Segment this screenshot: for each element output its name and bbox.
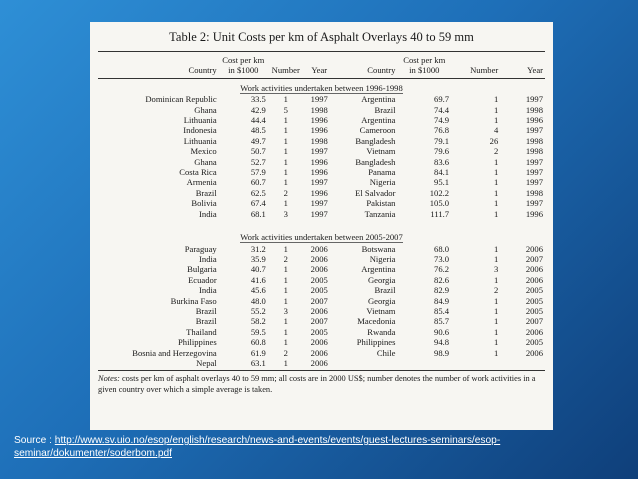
cell-number: 1	[493, 187, 499, 198]
source-label: Source :	[14, 435, 55, 446]
cell-number: 5	[283, 104, 288, 115]
table-row	[98, 348, 545, 358]
cell-country: Mexico	[190, 146, 217, 157]
table-row	[98, 244, 545, 254]
cell-cost: 67.4	[250, 198, 266, 209]
table-row	[98, 327, 545, 337]
table-row	[98, 115, 545, 125]
cell-cost: 68.0	[434, 243, 450, 254]
cell-number: 1	[283, 357, 288, 368]
table-row	[98, 157, 545, 167]
header-number-right: Number	[451, 52, 500, 79]
cell-country: Ecuador	[188, 274, 217, 285]
cell-cost: 59.5	[250, 326, 266, 337]
cell-country: Pakistan	[366, 198, 396, 209]
cell-country: Brazil	[195, 305, 217, 316]
cell-cost: 52.7	[250, 156, 266, 167]
cell-cost: 60.8	[250, 337, 266, 348]
cell-number: 1	[493, 337, 499, 348]
cell-year: 2006	[310, 253, 328, 264]
cell-cost: 57.9	[250, 167, 266, 178]
cell-number: 26	[489, 135, 499, 146]
cell-country: Bulgaria	[187, 264, 217, 275]
cell-cost: 83.6	[434, 156, 450, 167]
cell-country: Nepal	[196, 357, 217, 368]
cell-number: 1	[493, 305, 499, 316]
cell-cost: 74.4	[434, 104, 450, 115]
cell-year: 1997	[525, 94, 543, 105]
cell-number: 2	[283, 187, 288, 198]
cell-country: Vietnam	[366, 146, 396, 157]
cell-cost: 42.9	[250, 104, 266, 115]
cell-number: 4	[493, 125, 499, 136]
cell-year: 2005	[525, 337, 543, 348]
cell-cost: 73.0	[434, 253, 450, 264]
cell-country: Nigeria	[369, 253, 396, 264]
cell-country: Brazil	[195, 316, 217, 327]
table-row	[98, 275, 545, 285]
cell-year: 1996	[525, 115, 543, 126]
cell-number: 1	[283, 326, 288, 337]
cell-number: 1	[283, 295, 288, 306]
cell-cost: 76.8	[434, 125, 450, 136]
cell-number: 2	[493, 285, 499, 296]
cell-cost: 49.7	[250, 135, 266, 146]
cell-number	[451, 358, 500, 368]
cell-country: Indonesia	[183, 125, 217, 136]
cell-cost: 41.6	[250, 274, 266, 285]
cell-year: 2006	[310, 305, 328, 316]
source-citation	[14, 434, 614, 460]
cell-country: Argentina	[361, 264, 396, 275]
cell-year: 2006	[310, 337, 328, 348]
table-row	[98, 209, 545, 219]
cell-country: Paraguay	[184, 243, 217, 254]
cell-cost: 69.7	[434, 94, 450, 105]
table-image-panel	[90, 22, 553, 430]
cell-cost: 82.6	[434, 274, 450, 285]
cell-country: India	[199, 253, 217, 264]
cell-cost: 98.9	[434, 347, 450, 358]
cell-number: 1	[283, 285, 288, 296]
table-row	[98, 254, 545, 264]
cell-number: 1	[283, 146, 288, 157]
table-row	[98, 136, 545, 146]
table-row	[98, 125, 545, 135]
cell-number: 3	[283, 208, 288, 219]
table-row	[98, 358, 545, 368]
cell-cost: 63.1	[250, 357, 266, 368]
cell-number: 2	[493, 146, 499, 157]
table-header-row	[98, 52, 545, 79]
cell-country: Vietnam	[366, 305, 396, 316]
cell-country: Brazil	[195, 187, 217, 198]
cell-cost: 82.9	[434, 285, 450, 296]
cell-country: Botswana	[361, 243, 396, 254]
cell-year: 1996	[310, 187, 328, 198]
cell-cost: 102.2	[429, 187, 450, 198]
cell-country: Cameroon	[359, 125, 396, 136]
table-row	[98, 167, 545, 177]
cell-number: 1	[283, 198, 288, 209]
cell-country: Ghana	[194, 156, 217, 167]
cell-country: Lithuania	[183, 115, 217, 126]
cell-year: 1997	[525, 177, 543, 188]
cell-number: 1	[283, 115, 288, 126]
cell-year: 1998	[525, 104, 543, 115]
cell-country: Tanzania	[364, 208, 396, 219]
cell-number: 1	[283, 177, 288, 188]
cell-country: Dominican Republic	[145, 94, 217, 105]
cell-year: 2007	[525, 316, 543, 327]
cell-number: 1	[283, 125, 288, 136]
cell-year	[500, 358, 545, 368]
header-country-right: Country	[335, 52, 398, 79]
cell-country: Lithuania	[183, 135, 217, 146]
section-heading: Work activities undertaken between 1996-1998	[240, 82, 403, 93]
cell-country: Brazil	[374, 104, 396, 115]
cell-cost	[397, 358, 451, 368]
cell-year: 1997	[525, 156, 543, 167]
cell-country	[335, 358, 398, 368]
cell-country: Bangladesh	[355, 135, 396, 146]
cell-cost: 60.7	[250, 177, 266, 188]
cell-cost: 61.9	[250, 347, 266, 358]
cell-number: 1	[493, 208, 499, 219]
cell-year: 1997	[310, 198, 328, 209]
cell-cost: 79.1	[434, 135, 450, 146]
cell-number: 1	[283, 316, 288, 327]
source-link[interactable]: http://www.sv.uio.no/esop/english/research/news-and-events/events/guest-lectures-seminars/esop-seminar/dokumenter/soderbom.pdf	[14, 435, 501, 459]
cell-country: Bangladesh	[355, 156, 396, 167]
cell-year: 2006	[525, 264, 543, 275]
cell-country: Philippines	[178, 337, 217, 348]
cell-number: 1	[493, 326, 499, 337]
cell-year: 1998	[310, 135, 328, 146]
cell-year: 1996	[310, 125, 328, 136]
cell-number: 3	[283, 305, 288, 316]
table-row	[98, 94, 545, 104]
cell-number: 1	[283, 243, 288, 254]
cell-year: 2006	[525, 274, 543, 285]
header-number-left: Number	[268, 52, 304, 79]
cell-cost: 85.4	[434, 305, 450, 316]
cell-cost: 48.0	[250, 295, 266, 306]
cell-country: Chile	[376, 347, 396, 358]
cell-cost: 74.9	[434, 115, 450, 126]
cell-year: 1997	[310, 94, 328, 105]
cell-number: 1	[493, 156, 499, 167]
cell-country: Argentina	[361, 94, 396, 105]
cell-cost: 40.7	[250, 264, 266, 275]
cell-country: Georgia	[367, 295, 396, 306]
cell-number: 2	[283, 253, 288, 264]
cell-country: Ghana	[194, 104, 217, 115]
cell-year: 2005	[310, 285, 328, 296]
cell-number: 1	[283, 94, 288, 105]
cell-cost: 48.5	[250, 125, 266, 136]
cell-country: India	[199, 208, 217, 219]
cell-year: 1997	[525, 198, 543, 209]
cell-number: 1	[493, 274, 499, 285]
table-title: Table 2: Unit Costs per km of Asphalt Overlays 40 to 59 mm	[169, 30, 474, 44]
table-body	[98, 78, 545, 371]
cell-year: 2006	[310, 264, 328, 275]
cell-number: 1	[493, 198, 499, 209]
cell-cost: 84.9	[434, 295, 450, 306]
cell-year: 2006	[310, 357, 328, 368]
cell-year: 2005	[310, 326, 328, 337]
cell-year: 2005	[525, 305, 543, 316]
cell-cost: 31.2	[250, 243, 266, 254]
table-row	[98, 146, 545, 156]
cell-country: El Salvador	[355, 187, 396, 198]
cell-country: Bosnia and Herzegovina	[132, 347, 217, 358]
cell-year: 1998	[525, 146, 543, 157]
cell-number: 1	[283, 264, 288, 275]
cell-country: Thailand	[186, 326, 217, 337]
cell-country: Argentina	[361, 115, 396, 126]
table-row	[98, 337, 545, 347]
cell-year: 1996	[310, 115, 328, 126]
table-row	[98, 198, 545, 208]
cell-country: Georgia	[367, 274, 396, 285]
cell-cost: 111.7	[430, 208, 450, 219]
cell-cost: 85.7	[434, 316, 450, 327]
cell-year: 1998	[525, 187, 543, 198]
cell-cost: 55.2	[250, 305, 266, 316]
table-notes	[98, 374, 545, 395]
cell-number: 1	[283, 156, 288, 167]
table-row	[98, 285, 545, 295]
cell-year: 2007	[525, 253, 543, 264]
cell-year: 1996	[310, 167, 328, 178]
cell-cost: 33.5	[250, 94, 266, 105]
unit-cost-table	[98, 51, 545, 371]
cell-year: 2006	[525, 243, 543, 254]
cell-year: 2005	[525, 295, 543, 306]
cell-country: India	[199, 285, 217, 296]
cell-number: 1	[283, 135, 288, 146]
cell-country: Panama	[368, 167, 396, 178]
cell-year: 2006	[310, 243, 328, 254]
cell-year: 2006	[525, 347, 543, 358]
cell-year: 2007	[310, 316, 328, 327]
cell-cost: 68.1	[250, 208, 266, 219]
cell-year: 1998	[525, 135, 543, 146]
cell-number: 1	[493, 104, 499, 115]
cell-cost: 79.6	[434, 146, 450, 157]
table-row	[98, 188, 545, 198]
table-row	[98, 316, 545, 326]
cell-country: Macedonia	[357, 316, 396, 327]
cell-year: 1997	[525, 167, 543, 178]
cell-cost: 44.4	[250, 115, 266, 126]
cell-year: 2006	[310, 347, 328, 358]
cell-year: 1997	[525, 125, 543, 136]
cell-year: 1996	[310, 156, 328, 167]
section-heading: Work activities undertaken between 2005-2007	[240, 232, 403, 243]
cell-number: 1	[493, 243, 499, 254]
cell-cost: 50.7	[250, 146, 266, 157]
cell-number: 1	[493, 167, 499, 178]
cell-number: 1	[493, 177, 499, 188]
notes-label: Notes:	[98, 374, 120, 384]
cell-cost: 62.5	[250, 187, 266, 198]
table-bottom-rule	[98, 368, 545, 371]
cell-cost: 58.2	[250, 316, 266, 327]
notes-text: costs per km of asphalt overlays 40 to 59 mm; all costs are in 2000 US$; number denotes the number of work activities in a given country over which a simple average is taken.	[98, 374, 536, 394]
cell-number: 1	[493, 253, 499, 264]
cell-year: 2005	[310, 274, 328, 285]
cell-cost: 76.2	[434, 264, 450, 275]
cell-number: 1	[283, 167, 288, 178]
cell-year: 1998	[310, 104, 328, 115]
cell-cost: 84.1	[434, 167, 450, 178]
cell-year: 2006	[525, 326, 543, 337]
header-cost-left: Cost per km in $1000	[219, 52, 268, 79]
cell-country: Nigeria	[369, 177, 396, 188]
header-year-right: Year	[500, 52, 545, 79]
cell-year: 1997	[310, 177, 328, 188]
cell-cost: 90.6	[434, 326, 450, 337]
cell-country: Armenia	[186, 177, 217, 188]
cell-number: 3	[493, 264, 499, 275]
cell-country: Burkina Faso	[170, 295, 217, 306]
table-row	[98, 264, 545, 274]
header-year-left: Year	[304, 52, 335, 79]
cell-number: 1	[493, 295, 499, 306]
cell-year: 1997	[310, 208, 328, 219]
section-spacer	[98, 219, 545, 228]
cell-year: 1997	[310, 146, 328, 157]
cell-cost: 45.6	[250, 285, 266, 296]
section-heading-row	[98, 228, 545, 243]
table-row	[98, 105, 545, 115]
cell-year: 2007	[310, 295, 328, 306]
cell-cost: 35.9	[250, 253, 266, 264]
cell-country: Bolivia	[191, 198, 217, 209]
table-row	[98, 296, 545, 306]
cell-country: Costa Rica	[179, 167, 217, 178]
cell-number: 1	[493, 94, 499, 105]
cell-country: Brazil	[374, 285, 396, 296]
header-country-left: Country	[98, 52, 219, 79]
cell-cost: 105.0	[429, 198, 450, 209]
cell-country: Philippines	[356, 337, 396, 348]
cell-cost: 95.1	[434, 177, 450, 188]
cell-year: 1996	[525, 208, 543, 219]
cell-year: 2005	[525, 285, 543, 296]
cell-country: Rwanda	[367, 326, 396, 337]
cell-number: 1	[493, 347, 499, 358]
cell-number: 1	[283, 337, 288, 348]
table-row	[98, 306, 545, 316]
section-heading-row	[98, 78, 545, 94]
cell-cost: 94.8	[434, 337, 450, 348]
table-row	[98, 177, 545, 187]
cell-number: 2	[283, 347, 288, 358]
cell-number: 1	[493, 115, 499, 126]
cell-number: 1	[283, 274, 288, 285]
cell-number: 1	[493, 316, 499, 327]
header-cost-right: Cost per km in $1000	[397, 52, 451, 79]
